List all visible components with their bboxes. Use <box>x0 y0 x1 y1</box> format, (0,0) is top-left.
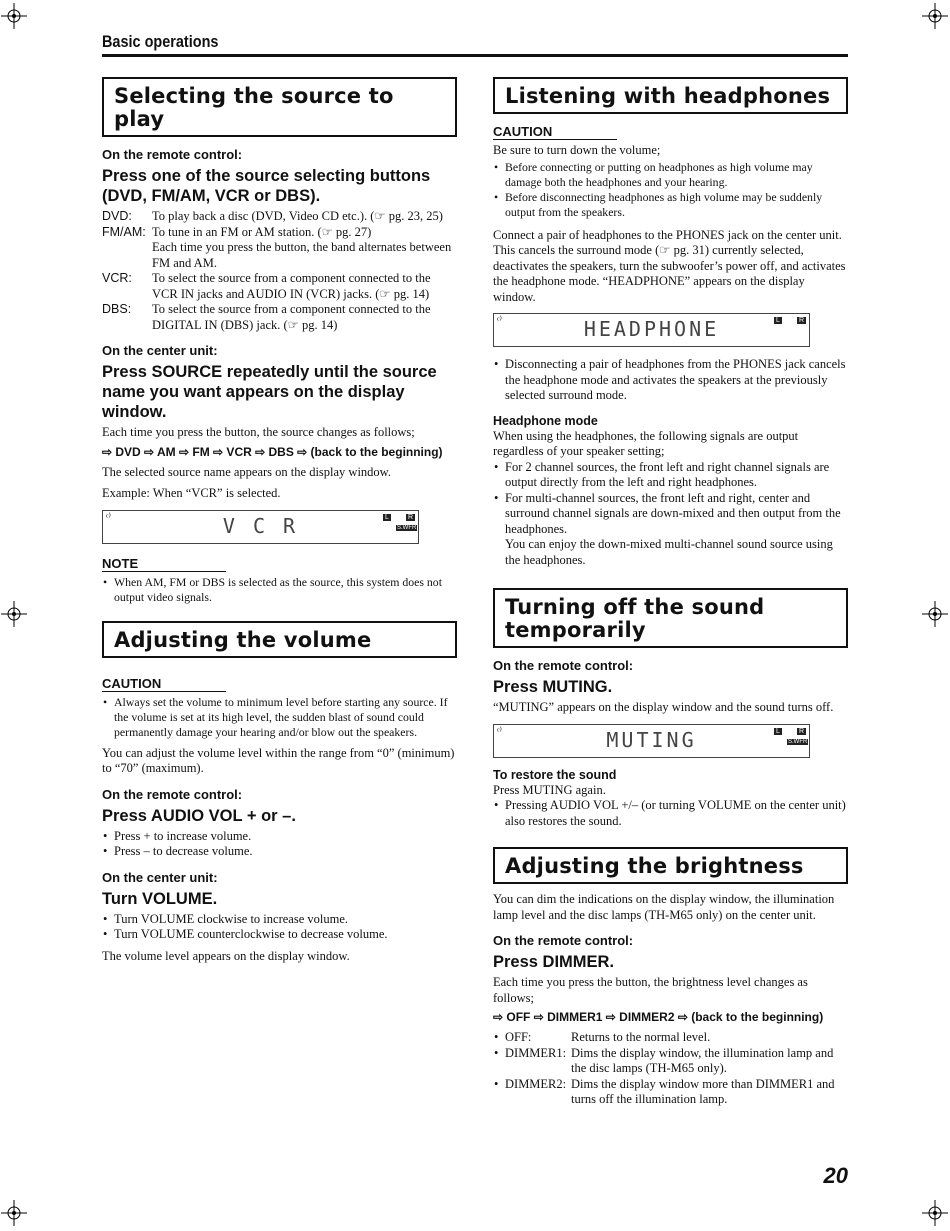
l-indicator: L <box>385 513 389 521</box>
headphone-caution-list <box>493 160 848 220</box>
caution-label: CAUTION <box>102 676 226 692</box>
center-label: On the center unit: <box>102 343 218 358</box>
def-term: DBS: <box>102 302 132 316</box>
list-item: • Press – to decrease volume. <box>102 844 457 860</box>
swfr-indicator: S.WFR <box>397 524 417 531</box>
note-label: NOTE <box>102 556 226 572</box>
selected-text: The selected source name appears on the display window. <box>102 464 392 479</box>
connect-text: Connect a pair of headphones to the PHONES jack on the center unit. This cancels the surround mode (☞ pg. 31) currently selected, deactivates the speakers, turn the subwoofer’s power off, and activates the headphone mode. “HEADPHONE” appears on the display window. <box>493 227 846 304</box>
dimmer-sequence: ⇨ OFF ⇨ DIMMER1 ⇨ DIMMER2 ⇨ (back to the beginning) <box>493 1010 824 1024</box>
restore-text: Press MUTING again. <box>493 782 606 797</box>
remote-label: On the remote control: <box>102 786 243 802</box>
section-title-muting: Turning off the sound temporarily <box>493 588 848 648</box>
l-indicator: L <box>776 317 780 324</box>
select-remote-action: Press one of the source selecting buttons (DVD, FM/AM, VCR or DBS). <box>102 167 431 205</box>
page-header <box>102 32 848 52</box>
volume-range-text: You can adjust the volume level within the range from “0” (minimum) to “70” (maximum). <box>102 745 455 775</box>
section-title-select-source: Selecting the source to play <box>102 77 457 137</box>
def-term: FM/AM: <box>102 224 146 239</box>
display-window-muting <box>493 724 810 758</box>
antenna-icon: ᶜ⁾ <box>497 315 503 326</box>
section-title-volume: Adjusting the volume <box>102 621 457 658</box>
left-column <box>102 77 457 968</box>
def-row <box>102 302 457 333</box>
registration-mark-icon <box>922 1200 948 1226</box>
select-center-action: Press SOURCE repeatedly until the source name you want appears on the display window. <box>102 363 437 421</box>
r-indicator: R <box>799 727 805 735</box>
dimmer-desc: Returns to the normal level. <box>571 1030 711 1044</box>
example-text: Example: When “VCR” is selected. <box>102 486 281 500</box>
brightness-intro: You can dim the indications on the display window, the illumination lamp level and the disc lamps (TH-M65 only) on the center unit. <box>493 892 835 922</box>
def-term: DVD: <box>102 209 132 223</box>
def-row <box>102 225 457 272</box>
header-rule <box>102 54 848 57</box>
registration-mark-icon <box>1 3 27 29</box>
right-column <box>493 77 848 1108</box>
list-item: • Before disconnecting headphones as high volume may be suddenly output from the speakers. <box>493 190 848 220</box>
registration-mark-icon <box>1 601 27 627</box>
remote-label: On the remote control: <box>493 658 634 673</box>
dimmer-row <box>493 1046 848 1077</box>
source-definitions <box>102 209 457 333</box>
remote-label: On the remote control: <box>102 147 243 162</box>
headphone-mode-list <box>493 460 848 538</box>
registration-mark-icon <box>922 3 948 29</box>
list-item: • Pressing AUDIO VOL +/– (or turning VOLUME on the center unit) also restores the sound. <box>493 798 848 829</box>
display-text: V C R <box>222 513 299 538</box>
dimmer-row <box>493 1030 848 1046</box>
volume-remote-action: Press AUDIO VOL + or –. <box>102 806 296 825</box>
caution-label: CAUTION <box>493 124 617 140</box>
display-window-headphone <box>493 313 810 347</box>
muting-text: “MUTING” appears on the display window and the sound turns off. <box>493 700 834 714</box>
center-label: On the center unit: <box>102 869 218 885</box>
restore-label: To restore the sound <box>493 767 617 782</box>
headphone-mode-label: Headphone mode <box>493 413 598 428</box>
disconnect-list <box>493 357 848 404</box>
muting-action: Press MUTING. <box>493 678 613 696</box>
def-desc: To play back a disc (DVD, Video CD etc.). (☞ pg. 23, 25) <box>152 209 443 223</box>
restore-list <box>493 798 848 829</box>
caution-list <box>102 695 457 740</box>
note-list <box>102 575 457 605</box>
header-title: Basic operations <box>102 32 219 51</box>
section-title-brightness: Adjusting the brightness <box>493 847 848 884</box>
display-text: MUTING <box>606 727 697 752</box>
def-term: VCR: <box>102 271 132 285</box>
list-item: • Press + to increase volume. <box>102 829 457 845</box>
brightness-action: Press DIMMER. <box>493 953 615 971</box>
antenna-icon: ᶜ⁾ <box>106 511 112 523</box>
volume-footer: The volume level appears on the display window. <box>102 948 350 963</box>
list-item: • Disconnecting a pair of headphones from the PHONES jack cancels the headphone mode and activates the speakers at the previously selected surround mode. <box>493 357 848 404</box>
volume-remote-list <box>102 829 457 860</box>
r-indicator: R <box>408 513 414 521</box>
dimmer-key: • DIMMER1: <box>493 1046 571 1077</box>
l-indicator: L <box>776 727 780 735</box>
swfr-indicator: S.WFR <box>788 738 808 745</box>
list-item: • Before connecting or putting on headphones as high volume may damage both the headphones and your hearing. <box>493 160 848 190</box>
source-sequence: ⇨ DVD ⇨ AM ⇨ FM ⇨ VCR ⇨ DBS ⇨ (back to the beginning) <box>102 444 443 459</box>
dimmer-desc: Dims the display window, the illumination lamp and the disc lamps (TH-M65 only). <box>571 1045 834 1075</box>
each-time-text: Each time you press the button, the source changes as follows; <box>102 425 415 439</box>
remote-label: On the remote control: <box>493 933 634 948</box>
display-window-vcr <box>102 510 419 544</box>
dimmer-desc: Dims the display window more than DIMMER1 and turns off the illumination lamp. <box>571 1076 835 1106</box>
headphone-mode-extra: You can enjoy the down-mixed multi-channel sound source using the headphones. <box>505 537 833 567</box>
dimmer-key: • DIMMER2: <box>493 1077 571 1108</box>
note-item: • When AM, FM or DBS is selected as the source, this system does not output video signals. <box>102 575 457 605</box>
headphone-mode-text: When using the headphones, the following signals are output regardless of your speaker setting; <box>493 428 799 458</box>
list-item: • Turn VOLUME clockwise to increase volume. <box>102 912 457 928</box>
dimmer-row <box>493 1077 848 1108</box>
caution-item: • Always set the volume to minimum level before starting any source. If the volume is set at its high level, the sudden blast of sound could permanently damage your hearing and/or blow out the speakers. <box>102 695 457 740</box>
r-indicator: R <box>799 317 805 324</box>
antenna-icon: ᶜ⁾ <box>497 725 503 737</box>
list-item: • For 2 channel sources, the front left and right channel signals are output directly from the left and right headphones. <box>493 460 848 491</box>
def-row <box>102 209 457 225</box>
volume-center-action: Turn VOLUME. <box>102 889 218 908</box>
def-desc: To select the source from a component connected to the DIGITAL IN (DBS) jack. (☞ pg. 14) <box>152 302 431 332</box>
list-item: • Turn VOLUME counterclockwise to decrease volume. <box>102 927 457 943</box>
registration-mark-icon <box>1 1200 27 1226</box>
brightness-each-time: Each time you press the button, the brightness level changes as follows; <box>493 975 808 1005</box>
display-text: HEADPHONE <box>583 317 720 341</box>
list-item: • For multi-channel sources, the front left and right, center and surround channel signals are down-mixed and then output from the headphones. <box>493 491 848 538</box>
section-title-headphones: Listening with headphones <box>493 77 848 114</box>
def-row <box>102 271 457 302</box>
volume-center-list <box>102 912 457 943</box>
def-desc: To select the source from a component connected to the VCR IN jacks and AUDIO IN (VCR) jacks. (☞ pg. 14) <box>152 271 431 301</box>
dimmer-key: • OFF: <box>493 1030 571 1046</box>
page-number: 20 <box>823 1163 848 1188</box>
def-desc: To tune in an FM or AM station. (☞ pg. 27) Each time you press the button, the band alternates between FM and AM. <box>152 224 452 270</box>
caution-intro: Be sure to turn down the volume; <box>493 143 661 157</box>
registration-mark-icon <box>922 601 948 627</box>
